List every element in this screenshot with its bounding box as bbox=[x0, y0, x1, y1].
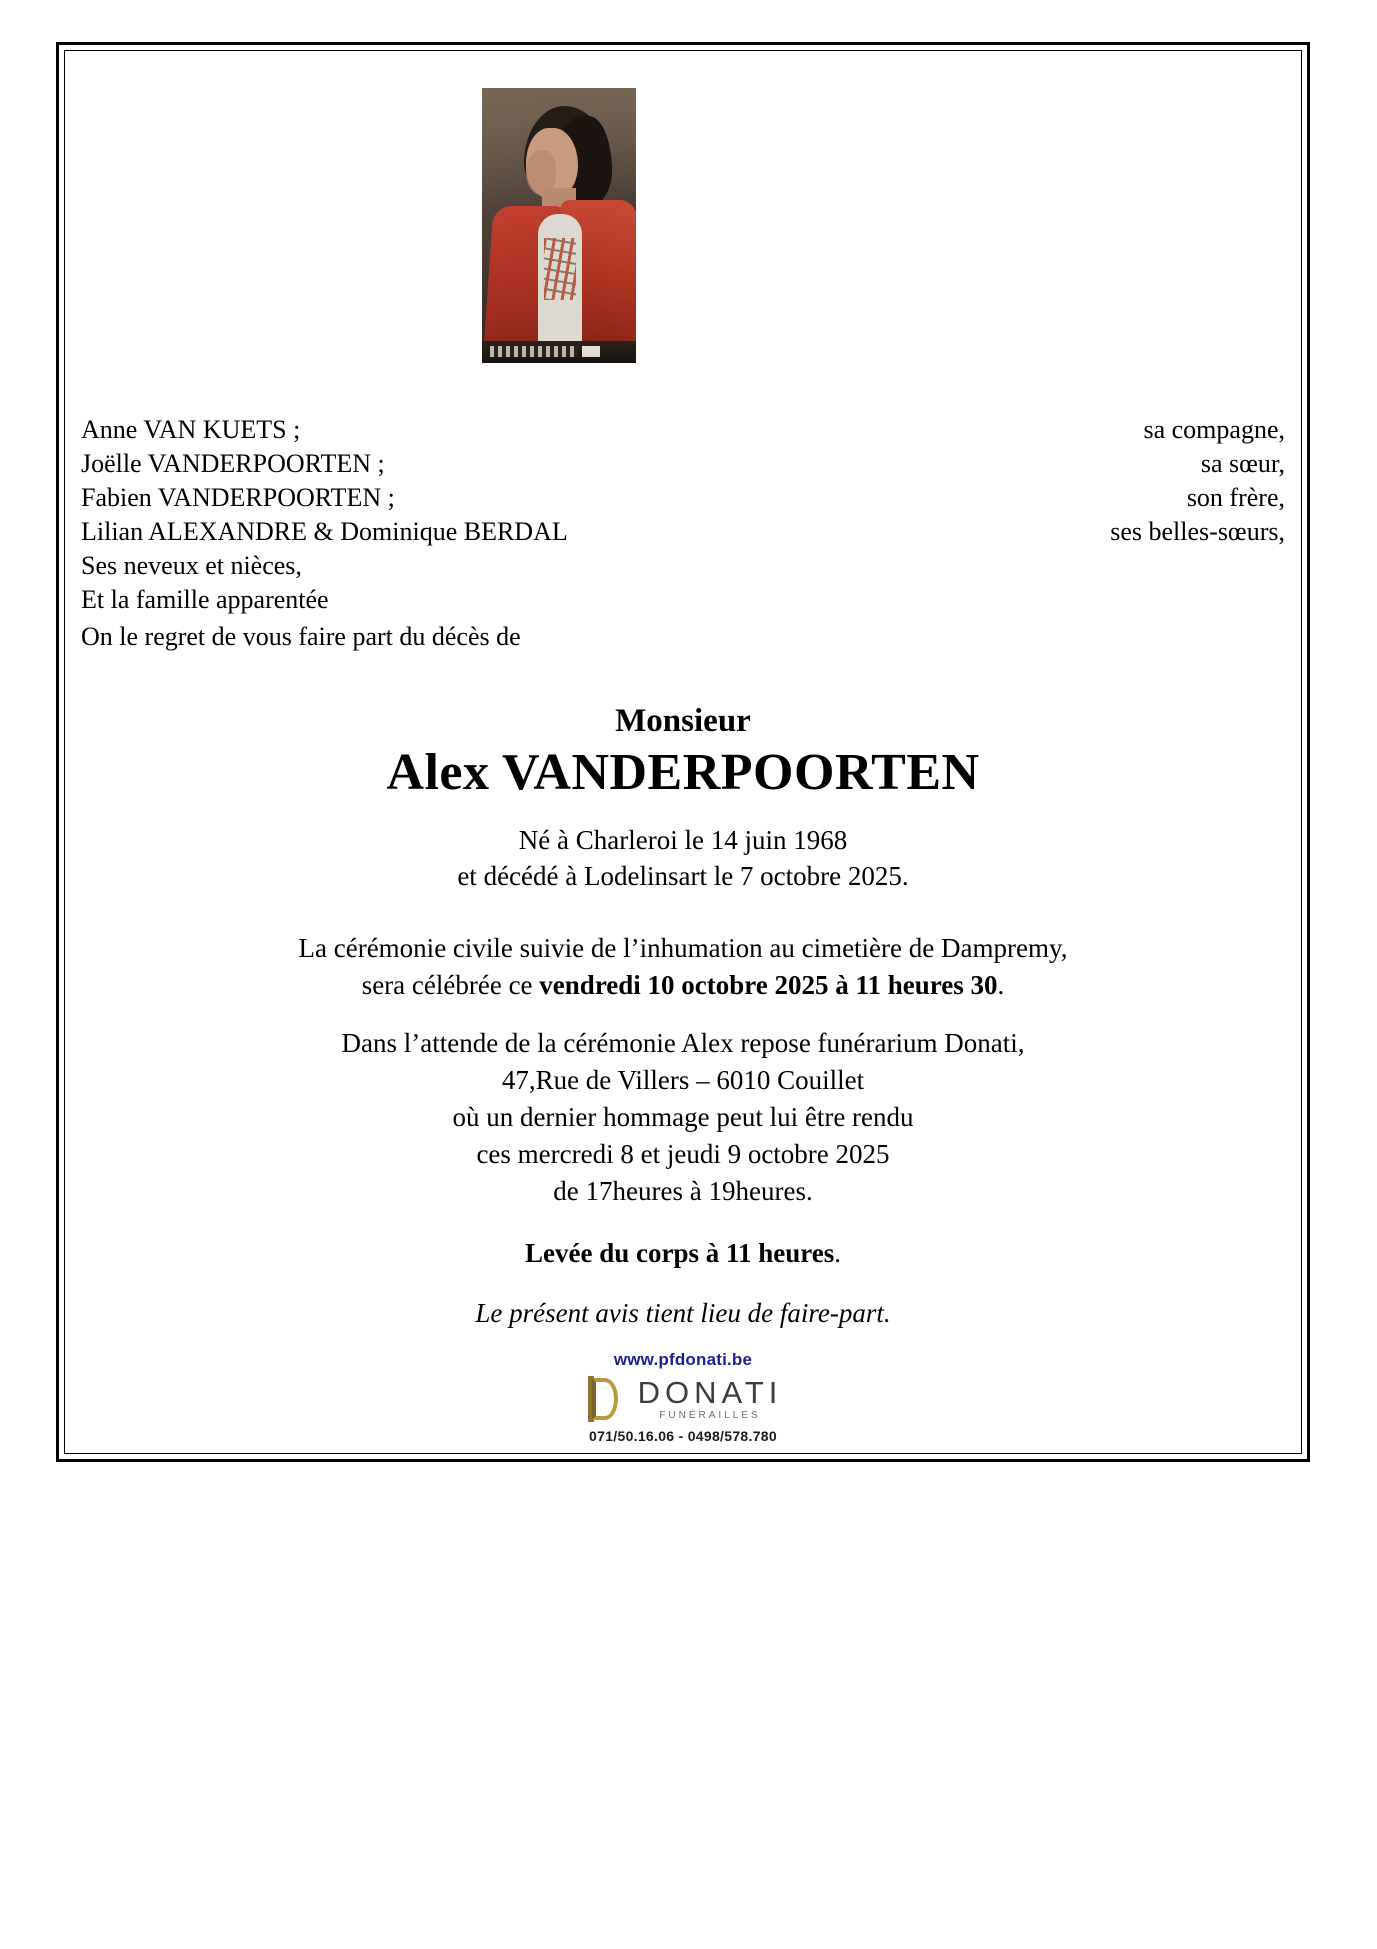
family-row bbox=[81, 583, 1285, 617]
family-member-relation: sa sœur, bbox=[1200, 449, 1285, 478]
family-member-relation: sa compagne, bbox=[1143, 415, 1285, 444]
levee-block bbox=[64, 1235, 1302, 1272]
contact-phone-numbers: 071/50.16.06 - 0498/578.780 bbox=[589, 1428, 777, 1444]
repose-line-3: où un dernier hommage peut lui être rendu bbox=[452, 1102, 914, 1132]
photo-bottom-strip bbox=[490, 346, 578, 357]
ceremony-block bbox=[64, 930, 1302, 1004]
logo-company-name: DONATI bbox=[637, 1375, 783, 1410]
family-member-relation: son frère, bbox=[1186, 483, 1285, 512]
donati-d-icon bbox=[584, 1376, 630, 1422]
family-row bbox=[81, 481, 1285, 515]
logo-d-shape bbox=[592, 1378, 618, 1420]
deceased-block bbox=[64, 700, 1302, 894]
logo-company-tagline: FUNÉRAILLES bbox=[659, 1410, 761, 1421]
website-link[interactable]: www.pfdonati.be bbox=[613, 1350, 753, 1369]
family-row bbox=[81, 515, 1285, 549]
family-member-name: Anne VAN KUETS ; bbox=[81, 415, 301, 444]
avis-note: Le présent avis tient lieu de faire-part. bbox=[475, 1298, 891, 1328]
family-member-name: Et la famille apparentée bbox=[81, 585, 329, 614]
family-member-name: Joëlle VANDERPOORTEN ; bbox=[81, 449, 385, 478]
family-row bbox=[81, 413, 1285, 447]
donati-logo bbox=[64, 1376, 1302, 1422]
deceased-honorific: Monsieur bbox=[615, 703, 751, 739]
family-member-relation: ses belles-sœurs, bbox=[1110, 517, 1285, 546]
ceremony-datetime: vendredi 10 octobre 2025 à 11 heures 30 bbox=[539, 970, 998, 1000]
logo-text-block bbox=[638, 1377, 783, 1421]
photo-bottom-strip-2 bbox=[582, 346, 600, 357]
repose-address: 47,Rue de Villers – 6010 Couillet bbox=[501, 1065, 865, 1095]
family-list bbox=[81, 413, 1285, 617]
family-member-name: Ses neveux et nièces, bbox=[81, 551, 302, 580]
footer-block bbox=[64, 1350, 1302, 1444]
family-member-name: Fabien VANDERPOORTEN ; bbox=[81, 483, 395, 512]
portrait-photo-image bbox=[482, 88, 636, 363]
announcement-text: On le regret de vous faire part du décès de bbox=[81, 622, 521, 651]
ceremony-prefix: sera célébrée ce bbox=[361, 970, 540, 1000]
family-member-name: Lilian ALEXANDRE & Dominique BERDAL bbox=[81, 517, 568, 546]
ceremony-suffix: . bbox=[997, 970, 1005, 1000]
repose-block bbox=[64, 1025, 1302, 1210]
deceased-name: Alex VANDERPOORTEN bbox=[386, 744, 980, 801]
ceremony-line-2 bbox=[64, 967, 1302, 1004]
repose-line-1: Dans l’attende de la cérémonie Alex repose funérarium Donati, bbox=[341, 1028, 1025, 1058]
deceased-dates bbox=[64, 822, 1302, 894]
birth-line: Né à Charleroi le 14 juin 1968 bbox=[518, 825, 848, 855]
photo-shirt-print bbox=[544, 238, 576, 300]
levee-suffix: . bbox=[834, 1238, 841, 1268]
page-content bbox=[64, 50, 1302, 1454]
portrait-photo bbox=[482, 88, 636, 363]
ceremony-line-1: La cérémonie civile suivie de l’inhumation au cimetière de Dampremy, bbox=[298, 933, 1068, 963]
family-row bbox=[81, 447, 1285, 481]
levee-text: Levée du corps à 11 heures bbox=[525, 1238, 835, 1268]
repose-hours: de 17heures à 19heures. bbox=[553, 1176, 813, 1206]
repose-dates: ces mercredi 8 et jeudi 9 octobre 2025 bbox=[476, 1139, 890, 1169]
death-line: et décédé à Lodelinsart le 7 octobre 2025. bbox=[457, 861, 909, 891]
family-row bbox=[81, 549, 1285, 583]
